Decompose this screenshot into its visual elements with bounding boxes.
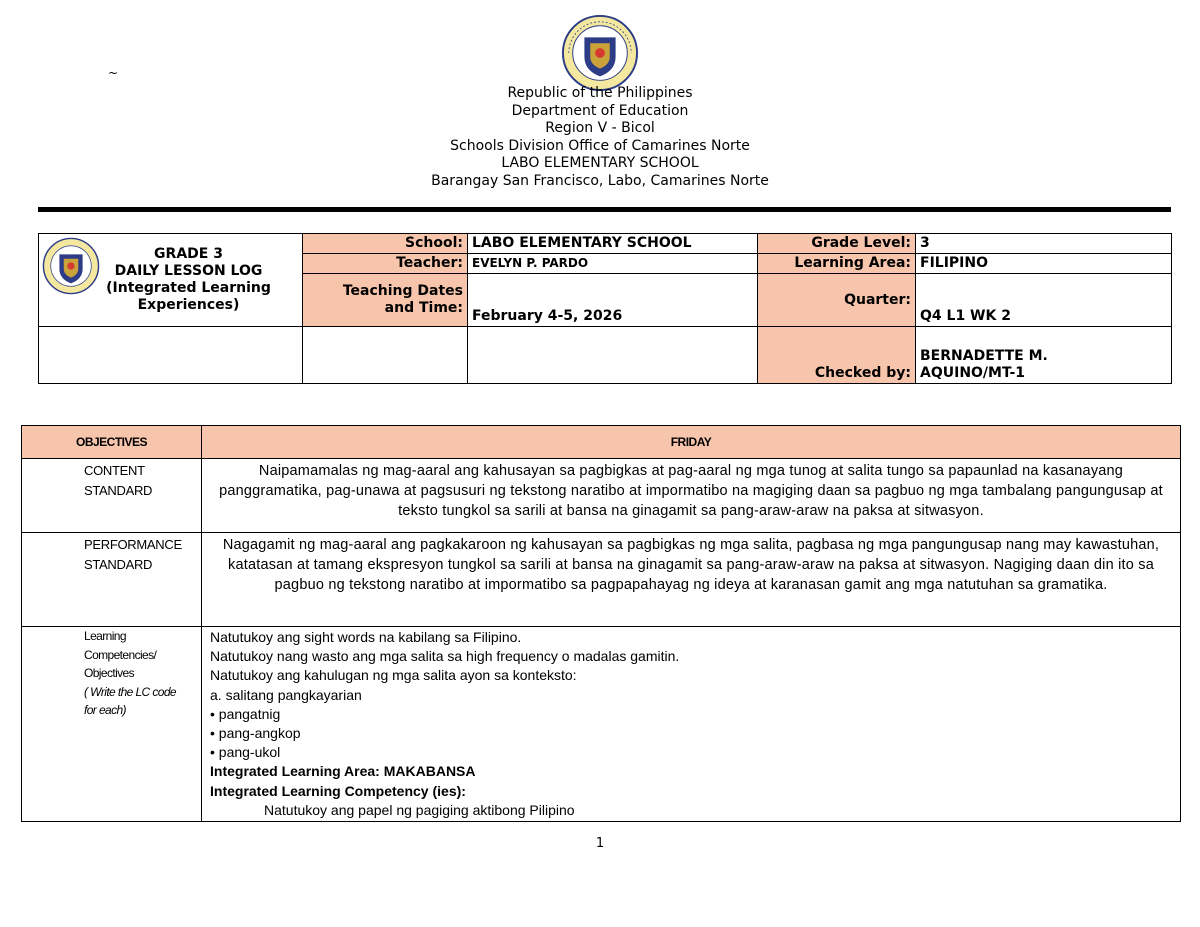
- dll-title: DAILY LESSON LOG: [114, 263, 263, 279]
- page-number: 1: [595, 836, 605, 851]
- quarter-value: Q4 L1 WK 2: [916, 274, 1172, 327]
- header-line: Schools Division Office of Camarines Norte: [450, 137, 750, 154]
- grade-level-label: Grade Level:: [758, 234, 916, 254]
- deped-seal-logo: [561, 14, 639, 92]
- checked-by-value: BERNADETTE M. AQUINO/MT-1: [916, 327, 1172, 384]
- lesson-info-table: [38, 233, 1172, 384]
- school-header: [300, 85, 900, 191]
- dll-subtitle: Experiences): [137, 297, 240, 313]
- objectives-header: OBJECTIVES: [22, 426, 202, 459]
- checked-by-label: Checked by:: [758, 327, 916, 384]
- school-value: LABO ELEMENTARY SCHOOL: [468, 234, 758, 254]
- lc-line: Natutukoy nang wasto ang mga salita sa high frequency o madalas gamitin.: [210, 648, 680, 665]
- lc-line: • pangatnig: [210, 705, 281, 722]
- quarter-label: Quarter:: [758, 274, 916, 327]
- header-line: Department of Education: [511, 102, 689, 119]
- lc-line: a. salitang pangkayarian: [210, 686, 362, 703]
- integrated-area: Integrated Learning Area: MAKABANSA: [210, 763, 476, 780]
- integrated-competency-text: Natutukoy ang papel ng pagiging aktibong Pilipino: [264, 801, 575, 818]
- empty-cell: [303, 327, 468, 384]
- dll-title-cell: [39, 234, 303, 327]
- learning-area-label: Learning Area:: [758, 254, 916, 274]
- learning-area-value: FILIPINO: [916, 254, 1172, 274]
- empty-cell: [39, 327, 303, 384]
- header-line: Barangay San Francisco, Labo, Camarines Norte: [431, 172, 769, 189]
- teaching-dates-value: February 4-5, 2026: [468, 274, 758, 327]
- header-line: Republic of the Philippines: [507, 85, 693, 101]
- teaching-dates-label: Teaching Dates and Time:: [303, 274, 468, 327]
- integrated-competency-label: Integrated Learning Competency (ies):: [210, 782, 466, 799]
- header-divider: [38, 207, 1171, 212]
- teacher-value: EVELYN P. PARDO: [468, 254, 758, 274]
- friday-header: FRIDAY: [202, 426, 1181, 459]
- school-label: School:: [303, 234, 468, 254]
- grade-level-value: 3: [916, 234, 1172, 254]
- teacher-label: Teacher:: [303, 254, 468, 274]
- empty-cell: [468, 327, 758, 384]
- lc-line: • pang-ukol: [210, 744, 281, 761]
- deped-seal-small-logo: [42, 237, 100, 295]
- header-line: LABO ELEMENTARY SCHOOL: [501, 155, 699, 172]
- objectives-table: [21, 425, 1181, 822]
- performance-standard-text: Nagagamit ng mag-aaral ang pagkakaroon ng kahusayan sa pagbigkas ng mga salita, pagbasa ng mga pangungusap nang may kawastuhan, katatasan at tamang ekspresyon tungkol sa sarili at bansa na ginagamit sa pang-araw-araw na paksa at sitwasyon. Nagiging daan din ito sa pagbuo ng tekstong naratibo at impormatibo sa pagpapahayag ng ideya at karanasan gamit ang mga natutuhan sa gramatika.: [202, 533, 1181, 627]
- tilde-mark: ~: [108, 66, 119, 80]
- performance-standard-label: PERFORMANCE STANDARD: [22, 533, 202, 627]
- content-standard-text: Naipamamalas ng mag-aaral ang kahusayan sa pagbigkas at pag-aaral ng mga tunog at salita tungo sa papaunlad na kasanayang panggramatika, pag-unawa at pagsusuri ng tekstong naratibo at impormatibo na magiging daan sa pagbuo ng mga tambalang pangungusap at teksto tungkol sa sarili at bansa na ginagamit sa pang-araw-araw na paksa at sitwasyon.: [202, 459, 1181, 533]
- lc-line: Natutukoy ang sight words na kabilang sa Filipino.: [210, 629, 522, 645]
- lc-line: Natutukoy ang kahulugan ng mga salita ayon sa konteksto:: [210, 667, 577, 684]
- content-standard-label: CONTENT STANDARD: [22, 459, 202, 533]
- learning-competencies-label: Learning Competencies/ Objectives ( Write the LC code for each): [22, 627, 202, 822]
- header-line: Region V - Bicol: [545, 120, 655, 137]
- lc-line: • pang-angkop: [210, 725, 301, 742]
- grade-title: GRADE 3: [154, 246, 223, 262]
- dll-subtitle: (Integrated Learning: [106, 280, 271, 296]
- learning-competencies-text: [202, 627, 1181, 822]
